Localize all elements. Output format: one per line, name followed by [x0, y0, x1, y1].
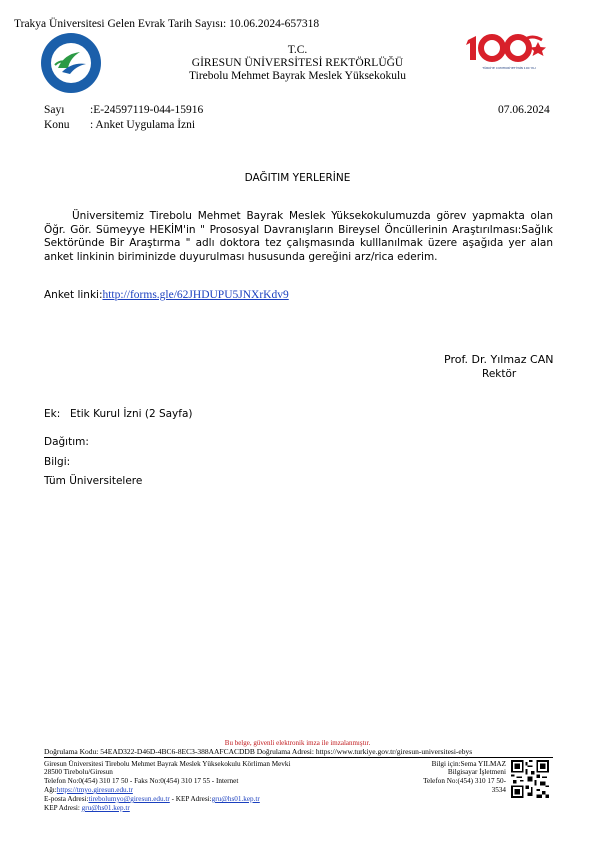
header-unit: Tirebolu Mehmet Bayrak Meslek Yüksekokulu [189, 70, 406, 82]
footer-address-1: Giresun Üniversitesi Tirebolu Mehmet Bayrak Meslek Yüksekokulu Körliman Mevki [44, 760, 291, 768]
footer-web-label: Ağı: [44, 786, 57, 794]
footer-kep-2 [44, 804, 130, 812]
svg-text:TÜRKİYE CUMHURİYETİ'NİN 100 YI: TÜRKİYE CUMHURİYETİ'NİN 100 YILI [482, 66, 536, 70]
footer-email-kep [44, 795, 260, 803]
recipients-all-universities: Tüm Üniversitelere [44, 475, 143, 487]
distribution-title: DAĞITIM YERLERİNE [244, 172, 351, 184]
sayi-label: Sayı [44, 104, 65, 116]
footer-email-label: E-posta Adresi: [44, 795, 89, 803]
header-university: GİRESUN ÜNİVERSİTESİ REKTÖRLÜĞÜ [191, 57, 404, 69]
footer-phone-fax: Telefon No:0(454) 310 17 50 - Faks No:0(454) 310 17 55 - Internet [44, 777, 239, 785]
footer-web-link[interactable]: https://tmyo.giresun.edu.tr [56, 786, 133, 794]
contact-role: Bilgisayar İşletmeni [447, 768, 506, 776]
attachment-label: Ek: [44, 408, 61, 420]
konu-label: Konu [44, 119, 70, 131]
registry-stamp: Trakya Üniversitesi Gelen Evrak Tarih Sayısı: 10.06.2024-657318 [14, 18, 320, 30]
header-tc: T.C. [287, 44, 308, 56]
contact-extension: 3534 [491, 786, 506, 794]
signatory-name: Prof. Dr. Yılmaz CAN [444, 353, 554, 366]
attachment-value: Etik Kurul İzni (2 Sayfa) [70, 408, 193, 420]
document-date: 07.06.2024 [498, 104, 550, 116]
konu-value: : Anket Uygulama İzni [90, 119, 196, 131]
footer-kep2-label: KEP Adresi: [44, 804, 80, 812]
footer-web [44, 786, 133, 794]
footer-kep2-link[interactable]: gru@hs01.kep.tr [81, 804, 130, 812]
survey-line [44, 289, 289, 301]
letter-header [0, 44, 595, 83]
verification-line: Doğrulama Kodu: 54EAD322-D46D-4BC6-8EC3-388AAFCACDDB Doğrulama Adresi: https://www.turkiye.gov.tr/giresun-universitesi-ebys [44, 747, 473, 756]
dagitim-label: Dağıtım: [44, 436, 89, 448]
footer-divider [44, 757, 553, 758]
bilgi-label: Bilgi: [44, 456, 71, 468]
footer-kep-label: - KEP Adresi: [169, 795, 212, 803]
survey-link[interactable]: http://forms.gle/62JHDUPU5JNXrKdv9 [102, 289, 289, 301]
contact-phone: Telefon No:(454) 310 17 50- [423, 777, 506, 785]
signatory-title: Rektör [482, 368, 517, 380]
footer-email-link[interactable]: tirebolumyo@giresun.edu.tr [88, 795, 170, 803]
contact-person: Bilgi için:Sema YILMAZ [431, 760, 506, 768]
e-signature-note: Bu belge, güvenli elektronik imza ile imzalanmıştır. [224, 739, 371, 747]
qr-code-icon [511, 760, 549, 798]
footer-address-2: 28500 Tirebolu/Giresun [44, 768, 113, 776]
body-paragraph: Üniversitemiz Tirebolu Mehmet Bayrak Meslek Yüksekokulumuzda görev yapmakta olan Öğr. Gör. Sümeyye HEKİM'in " Prososyal Davranışların Bireysel Öncüllerinin Araştırılması:Sağlık Sektöründe Bir Araştırma " adlı doktora tez çalışmasında kulllanılmak üzere aşağıda yer alan anket linkinin biriminizde duyurulması hususunda gereğini arz/rica ederim. [44, 210, 553, 263]
footer-kep-link[interactable]: gru@hs01.kep.tr [211, 795, 260, 803]
sayi-value: :E-24597119-044-15916 [90, 104, 204, 116]
survey-label: Anket linki: [44, 289, 103, 301]
